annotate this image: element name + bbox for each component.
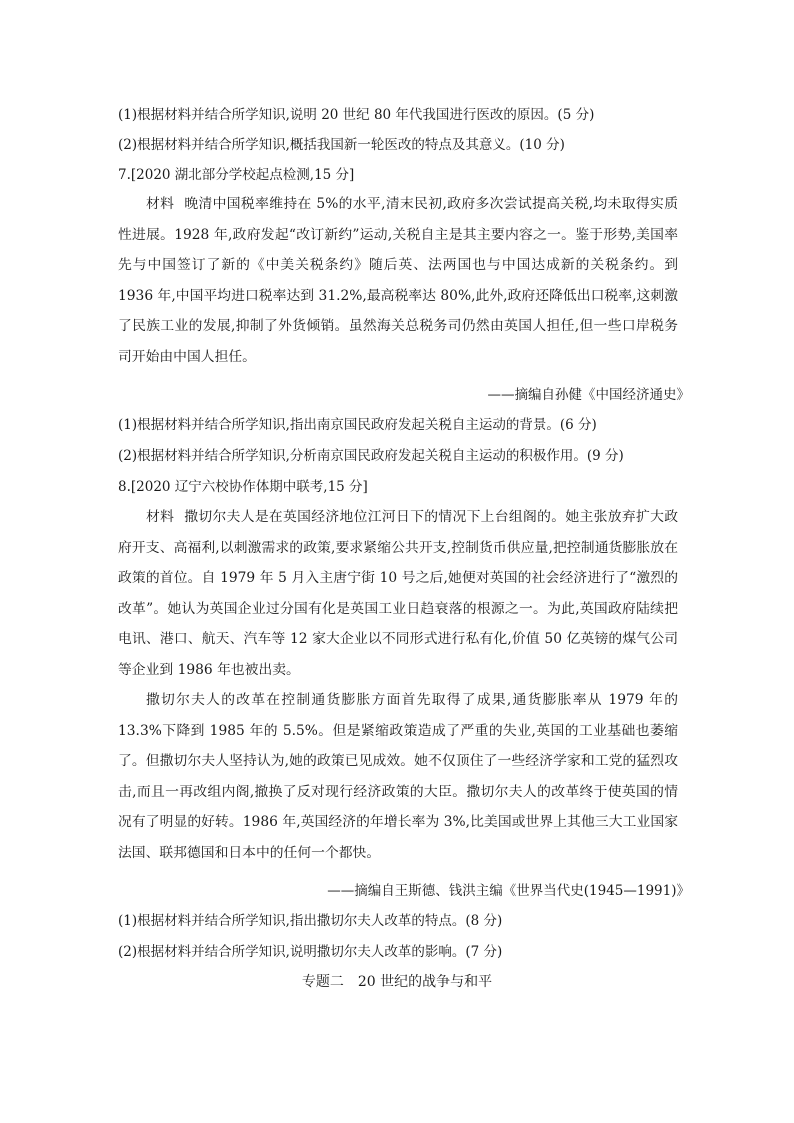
q8-material-label: 材料	[146, 509, 175, 525]
q7-subquestion-1: (1)根据材料并结合所学知识,指出南京国民政府发起关税自主运动的背景。(6 分)	[118, 417, 597, 433]
q8-source: ——摘编自王斯德、钱洪主编《世界当代史(1945—1991)》	[327, 883, 690, 899]
section-title: 专题二 20 世纪的战争与和平	[301, 974, 493, 990]
q8-material-text-2: 撒切尔夫人的改革在控制通货膨胀方面首先取得了成果,通货膨胀率从 1979 年的 13.3%下降到 1985 年的 5.5%。但是紧缩政策造成了严重的失业,英国的工业基础也萎缩了。但撒切尔夫人坚持认为,她的政策已见成效。她不仅顶住了一些经济学家和工党的猛烈攻击,而且一再改组内阁,撤换了反对现行经济政策的大臣。撒切尔夫人的改革终于使英国的情况有了明显的好转。1986 年,英国经济的年增长率为 3%,比美国或世界上其他三大工业国家法国、联邦德国和日本中的任何一个都快。	[118, 692, 678, 861]
q6-subquestion-1: (1)根据材料并结合所学知识,说明 20 世纪 80 年代我国进行医改的原因。(5 分)	[118, 107, 595, 123]
q8-header: 8.[2020 辽宁六校协作体期中联考,15 分]	[118, 479, 368, 495]
q7-subquestion-2: (2)根据材料并结合所学知识,分析南京国民政府发起关税自主运动的积极作用。(9 分)	[118, 448, 624, 464]
q8-subquestion-2: (2)根据材料并结合所学知识,说明撒切尔夫人改革的影响。(7 分)	[118, 944, 503, 960]
q7-header: 7.[2020 湖北部分学校起点检测,15 分]	[118, 167, 355, 183]
q7-material-label: 材料	[146, 196, 175, 212]
q8-material-para-1	[118, 502, 678, 685]
q7-source: ——摘编自孙健《中国经济通史》	[487, 387, 690, 403]
q8-material-para-2	[118, 685, 678, 868]
q7-material-text: 晚清中国税率维持在 5%的水平,清末民初,政府多次尝试提高关税,均未取得实质性进展。1928 年,政府发起“改订新约”运动,关税自主是其主要内容之一。鉴于形势,美国率先与中国签订了新的《中美关税条约》随后英、法两国也与中国达成新的关税条约。到 1936 年,中国平均进口税率达到 31.2%,最高税率达 80%,此外,政府还降低出口税率,这刺激了民族工业的发展,抑制了外货倾销。虽然海关总税务司仍然由英国人担任,但一些口岸税务司开始由中国人担任。	[118, 196, 679, 365]
q8-subquestion-1: (1)根据材料并结合所学知识,指出撒切尔夫人改革的特点。(8 分)	[118, 913, 503, 929]
q8-material-text-1: 撒切尔夫人是在英国经济地位江河日下的情况下上台组阁的。她主张放弃扩大政府开支、高福利,以刺激需求的政策,要求紧缩公共开支,控制货币供应量,把控制通货膨胀放在政策的首位。自 1979 年 5 月入主唐宁街 10 号之后,她便对英国的社会经济进行了“激烈的改革”。她认为英国企业过分国有化是英国工业日趋衰落的根源之一。为此,英国政府陆续把电讯、港口、航天、汽车等 12 家大企业以不同形式进行私有化,价值 50 亿英镑的煤气公司等企业到 1986 年也被出卖。	[118, 509, 678, 678]
q6-subquestion-2: (2)根据材料并结合所学知识,概括我国新一轮医改的特点及其意义。(10 分)	[118, 137, 565, 153]
q7-material	[118, 189, 678, 372]
